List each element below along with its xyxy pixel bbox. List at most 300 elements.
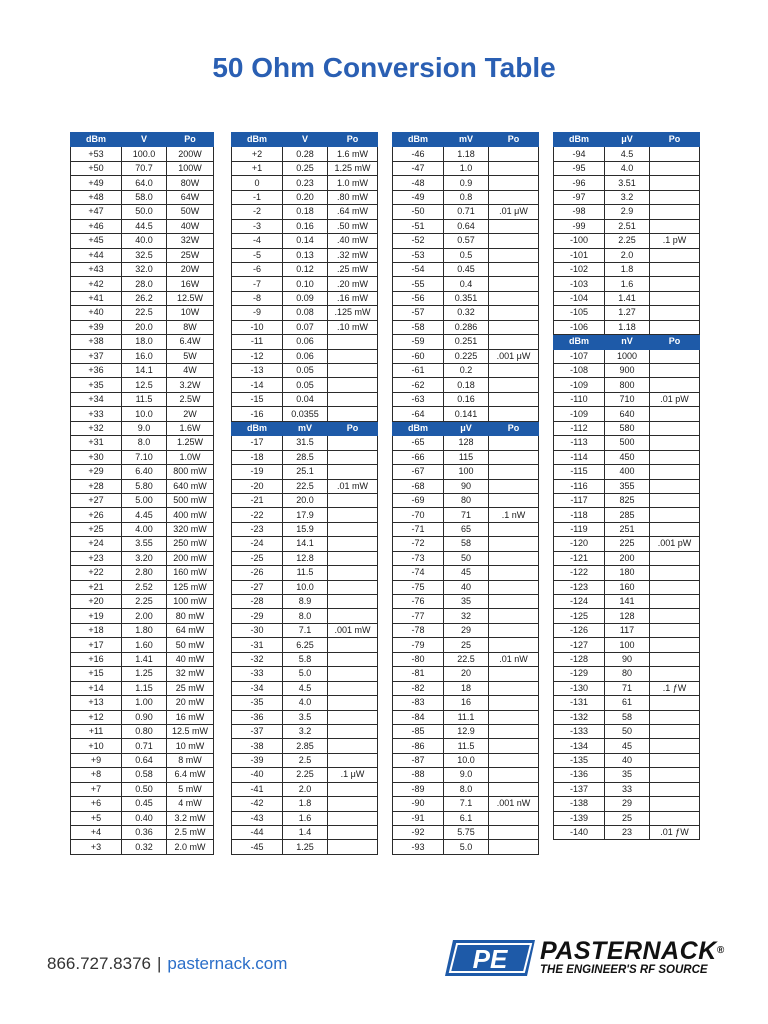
- table-cell: +24: [71, 537, 122, 551]
- table-cell: 0.12: [283, 262, 328, 276]
- table-cell: [489, 248, 539, 262]
- table-cell: -21: [232, 493, 283, 507]
- table-cell: 35: [605, 768, 650, 782]
- table-cell: +20: [71, 595, 122, 609]
- table-cell: -35: [232, 696, 283, 710]
- table-row: [71, 392, 214, 406]
- table-cell: [650, 580, 700, 594]
- table-row: [71, 248, 214, 262]
- table-row: [554, 551, 700, 565]
- table-cell: 1.0 mW: [328, 176, 378, 190]
- table-cell: 0.16: [444, 392, 489, 406]
- table-cell: 71: [605, 681, 650, 695]
- table-cell: [489, 782, 539, 796]
- table-cell: 22.5: [283, 479, 328, 493]
- table-cell: -34: [232, 681, 283, 695]
- table-cell: [489, 234, 539, 248]
- column-header: dBm: [71, 133, 122, 147]
- table-cell: 1.6W: [167, 421, 214, 435]
- footer-separator: |: [157, 954, 162, 973]
- table-row: [393, 161, 539, 175]
- pasternack-logo: [443, 938, 723, 978]
- table-cell: -95: [554, 161, 605, 175]
- table-cell: 225: [605, 537, 650, 551]
- table-cell: 2.00: [122, 609, 167, 623]
- table-cell: -96: [554, 176, 605, 190]
- table-cell: [328, 826, 378, 840]
- table-cell: 1.18: [444, 147, 489, 161]
- table-cell: [489, 392, 539, 406]
- table-cell: -126: [554, 623, 605, 637]
- table-cell: [489, 710, 539, 724]
- table-row: [393, 696, 539, 710]
- table-cell: 710: [605, 392, 650, 406]
- table-cell: .001 nW: [489, 797, 539, 811]
- table-cell: -121: [554, 551, 605, 565]
- table-cell: -113: [554, 436, 605, 450]
- table-cell: .125 mW: [328, 306, 378, 320]
- table-cell: [650, 739, 700, 753]
- table-cell: 2.5 mW: [167, 826, 214, 840]
- table-cell: -76: [393, 595, 444, 609]
- table-cell: -109: [554, 378, 605, 392]
- table-cell: 64 mW: [167, 623, 214, 637]
- table-cell: 0.80: [122, 724, 167, 738]
- table-cell: 11.1: [444, 710, 489, 724]
- table-cell: [650, 493, 700, 507]
- table-row: [554, 277, 700, 291]
- table-cell: 1.0W: [167, 450, 214, 464]
- table-cell: 25 mW: [167, 681, 214, 695]
- table-row: [232, 724, 378, 738]
- table-row: [393, 248, 539, 262]
- table-cell: 58.0: [122, 190, 167, 204]
- table-cell: 15.9: [283, 522, 328, 536]
- table-cell: -40: [232, 768, 283, 782]
- table-cell: +21: [71, 580, 122, 594]
- table-row: [71, 797, 214, 811]
- table-row: [71, 407, 214, 421]
- column-header: Po: [489, 133, 539, 147]
- table-cell: 5 mW: [167, 782, 214, 796]
- table-row: [71, 840, 214, 854]
- table-cell: 128: [444, 436, 489, 450]
- table-row: [554, 176, 700, 190]
- table-row: [232, 479, 378, 493]
- table-row: [393, 638, 539, 652]
- table-row: [71, 291, 214, 305]
- table-cell: -37: [232, 724, 283, 738]
- table-cell: 12.8: [283, 551, 328, 565]
- table-cell: -69: [393, 493, 444, 507]
- table-header-row: [393, 133, 539, 147]
- table-row: [232, 522, 378, 536]
- website-link[interactable]: pasternack.com: [167, 954, 288, 973]
- column-header: Po: [650, 335, 700, 349]
- pe-logo-mark-icon: [443, 938, 535, 978]
- table-row: [554, 392, 700, 406]
- table-cell: [650, 609, 700, 623]
- table-row: [554, 710, 700, 724]
- table-cell: 2.5W: [167, 392, 214, 406]
- table-cell: 32 mW: [167, 667, 214, 681]
- table-cell: +19: [71, 609, 122, 623]
- table-cell: -75: [393, 580, 444, 594]
- table-cell: [650, 768, 700, 782]
- table-cell: 640 mW: [167, 479, 214, 493]
- table-cell: -22: [232, 508, 283, 522]
- table-cell: 32W: [167, 234, 214, 248]
- table-row: [232, 176, 378, 190]
- table-cell: .01 ƒW: [650, 826, 700, 840]
- table-cell: [328, 652, 378, 666]
- table-row: [71, 782, 214, 796]
- table-cell: [650, 782, 700, 796]
- table-cell: +3: [71, 840, 122, 854]
- table-cell: [650, 811, 700, 825]
- table-cell: +30: [71, 450, 122, 464]
- table-cell: -50: [393, 205, 444, 219]
- column-header: mV: [283, 421, 328, 435]
- table-cell: 0.5: [444, 248, 489, 262]
- table-cell: 0.09: [283, 291, 328, 305]
- table-cell: -13: [232, 364, 283, 378]
- table-row: [554, 479, 700, 493]
- table-row: [554, 667, 700, 681]
- table-cell: 0.18: [444, 378, 489, 392]
- table-cell: 2.25: [605, 234, 650, 248]
- table-cell: 251: [605, 522, 650, 536]
- table-cell: -20: [232, 479, 283, 493]
- table-cell: +12: [71, 710, 122, 724]
- table-header-row: [393, 421, 539, 435]
- table-cell: +10: [71, 739, 122, 753]
- table-cell: 900: [605, 364, 650, 378]
- table-cell: -68: [393, 479, 444, 493]
- table-cell: 71: [444, 508, 489, 522]
- table-cell: +22: [71, 566, 122, 580]
- table-row: [232, 335, 378, 349]
- table-row: [554, 609, 700, 623]
- table-cell: [328, 696, 378, 710]
- table-cell: -8: [232, 291, 283, 305]
- table-cell: 3.2: [605, 190, 650, 204]
- table-cell: 35: [444, 595, 489, 609]
- table-cell: [328, 436, 378, 450]
- table-row: [554, 826, 700, 840]
- table-cell: 1.6 mW: [328, 147, 378, 161]
- table-cell: 0.64: [122, 753, 167, 767]
- table-cell: -65: [393, 436, 444, 450]
- table-row: [71, 450, 214, 464]
- table-cell: -114: [554, 450, 605, 464]
- table-cell: 44.5: [122, 219, 167, 233]
- table-row: [554, 753, 700, 767]
- table-cell: [650, 450, 700, 464]
- table-row: [71, 205, 214, 219]
- table-row: [554, 161, 700, 175]
- table-cell: -63: [393, 392, 444, 406]
- table-row: [232, 782, 378, 796]
- table-row: [554, 465, 700, 479]
- table-cell: -41: [232, 782, 283, 796]
- table-cell: 2.80: [122, 566, 167, 580]
- table-cell: 3.5: [283, 710, 328, 724]
- table-cell: +45: [71, 234, 122, 248]
- table-row: [554, 248, 700, 262]
- table-cell: 12.5W: [167, 291, 214, 305]
- table-row: [71, 696, 214, 710]
- table-cell: -31: [232, 638, 283, 652]
- table-cell: [328, 335, 378, 349]
- table-cell: 0.57: [444, 234, 489, 248]
- table-cell: 11.5: [122, 392, 167, 406]
- table-cell: [489, 277, 539, 291]
- table-cell: [650, 205, 700, 219]
- table-cell: -123: [554, 580, 605, 594]
- table-row: [232, 234, 378, 248]
- table-cell: 50: [444, 551, 489, 565]
- table-cell: 0.64: [444, 219, 489, 233]
- table-cell: [650, 724, 700, 738]
- table-row: [393, 205, 539, 219]
- table-cell: 40 mW: [167, 652, 214, 666]
- column-header: Po: [650, 133, 700, 147]
- table-cell: 2.0 mW: [167, 840, 214, 854]
- table-cell: 80 mW: [167, 609, 214, 623]
- table-cell: .01 μW: [489, 205, 539, 219]
- table-cell: 40: [605, 753, 650, 767]
- table-cell: -89: [393, 782, 444, 796]
- table-cell: -33: [232, 667, 283, 681]
- table-row: [393, 840, 539, 854]
- table-cell: -120: [554, 537, 605, 551]
- table-cell: 70.7: [122, 161, 167, 175]
- table-cell: [328, 378, 378, 392]
- column-header: Po: [328, 421, 378, 435]
- conversion-table-1: [70, 132, 214, 855]
- table-row: [554, 595, 700, 609]
- table-row: [393, 551, 539, 565]
- table-cell: -26: [232, 566, 283, 580]
- table-row: [554, 190, 700, 204]
- table-cell: -30: [232, 623, 283, 637]
- table-row: [232, 465, 378, 479]
- table-cell: -55: [393, 277, 444, 291]
- table-cell: 825: [605, 493, 650, 507]
- table-row: [554, 262, 700, 276]
- table-cell: [650, 522, 700, 536]
- table-cell: -38: [232, 739, 283, 753]
- table-cell: +18: [71, 623, 122, 637]
- table-row: [554, 768, 700, 782]
- table-cell: 1.8: [283, 797, 328, 811]
- table-row: [554, 638, 700, 652]
- table-cell: 80W: [167, 176, 214, 190]
- table-row: [232, 566, 378, 580]
- table-cell: -119: [554, 522, 605, 536]
- table-cell: 7.1: [283, 623, 328, 637]
- table-row: [71, 147, 214, 161]
- table-row: [393, 595, 539, 609]
- table-cell: -82: [393, 681, 444, 695]
- table-cell: [489, 768, 539, 782]
- table-cell: [489, 436, 539, 450]
- table-cell: [489, 147, 539, 161]
- table-row: [393, 493, 539, 507]
- table-cell: 3.2: [283, 724, 328, 738]
- table-cell: -19: [232, 465, 283, 479]
- table-cell: [328, 522, 378, 536]
- table-cell: -10: [232, 320, 283, 334]
- table-row: [554, 652, 700, 666]
- table-cell: [328, 349, 378, 363]
- table-cell: -58: [393, 320, 444, 334]
- table-cell: [650, 551, 700, 565]
- table-cell: 0.04: [283, 392, 328, 406]
- table-cell: .1 pW: [650, 234, 700, 248]
- table-cell: 5.00: [122, 493, 167, 507]
- table-cell: .001 mW: [328, 623, 378, 637]
- table-cell: [489, 262, 539, 276]
- table-cell: 1.8: [605, 262, 650, 276]
- table-cell: 200 mW: [167, 551, 214, 565]
- table-cell: +13: [71, 696, 122, 710]
- table-cell: 12.5: [122, 378, 167, 392]
- table-cell: 800 mW: [167, 465, 214, 479]
- table-cell: -80: [393, 652, 444, 666]
- table-cell: +42: [71, 277, 122, 291]
- table-cell: .001 μW: [489, 349, 539, 363]
- table-cell: [650, 407, 700, 421]
- table-cell: +35: [71, 378, 122, 392]
- table-cell: [489, 566, 539, 580]
- table-row: [393, 724, 539, 738]
- table-row: [71, 161, 214, 175]
- table-cell: 29: [444, 623, 489, 637]
- registered-mark: ®: [716, 945, 725, 956]
- table-row: [393, 580, 539, 594]
- table-cell: 0.06: [283, 349, 328, 363]
- table-cell: 9.0: [122, 421, 167, 435]
- table-cell: [489, 623, 539, 637]
- table-row: [232, 407, 378, 421]
- table-cell: 45: [605, 739, 650, 753]
- table-row: [232, 508, 378, 522]
- logo-mark-text: PE: [472, 944, 508, 974]
- table-cell: -56: [393, 291, 444, 305]
- table-cell: -5: [232, 248, 283, 262]
- table-cell: [489, 840, 539, 854]
- table-cell: 0.10: [283, 277, 328, 291]
- table-cell: -62: [393, 378, 444, 392]
- table-cell: 3.51: [605, 176, 650, 190]
- table-cell: -15: [232, 392, 283, 406]
- table-cell: -92: [393, 826, 444, 840]
- table-cell: -28: [232, 595, 283, 609]
- table-row: [554, 797, 700, 811]
- table-cell: [650, 248, 700, 262]
- table-row: [71, 335, 214, 349]
- column-header: dBm: [554, 335, 605, 349]
- table-cell: 160 mW: [167, 566, 214, 580]
- table-row: [232, 768, 378, 782]
- table-cell: 7.1: [444, 797, 489, 811]
- table-cell: +26: [71, 508, 122, 522]
- table-cell: 0.20: [283, 190, 328, 204]
- table-cell: 4W: [167, 364, 214, 378]
- table-cell: +34: [71, 392, 122, 406]
- table-cell: 0.90: [122, 710, 167, 724]
- table-row: [393, 652, 539, 666]
- table-cell: -134: [554, 739, 605, 753]
- table-row: [393, 537, 539, 551]
- table-cell: -52: [393, 234, 444, 248]
- table-row: [554, 450, 700, 464]
- table-row: [393, 450, 539, 464]
- column-header: dBm: [554, 133, 605, 147]
- table-cell: 5W: [167, 349, 214, 363]
- table-cell: 100.0: [122, 147, 167, 161]
- table-cell: [650, 595, 700, 609]
- table-cell: 32.5: [122, 248, 167, 262]
- table-cell: 2.51: [605, 219, 650, 233]
- table-cell: -24: [232, 537, 283, 551]
- table-cell: 8.9: [283, 595, 328, 609]
- table-cell: +37: [71, 349, 122, 363]
- table-cell: -129: [554, 667, 605, 681]
- table-cell: 4.0: [283, 696, 328, 710]
- table-cell: 0.28: [283, 147, 328, 161]
- table-row: [71, 190, 214, 204]
- table-cell: [328, 407, 378, 421]
- table-row: [554, 696, 700, 710]
- table-row: [71, 234, 214, 248]
- table-cell: 450: [605, 450, 650, 464]
- table-cell: -54: [393, 262, 444, 276]
- table-cell: 3.55: [122, 537, 167, 551]
- table-cell: [650, 667, 700, 681]
- table-cell: 28.5: [283, 450, 328, 464]
- table-cell: 20W: [167, 262, 214, 276]
- table-cell: -47: [393, 161, 444, 175]
- table-cell: 90: [444, 479, 489, 493]
- table-cell: -127: [554, 638, 605, 652]
- table-cell: -107: [554, 349, 605, 363]
- table-cell: [650, 479, 700, 493]
- table-cell: -44: [232, 826, 283, 840]
- table-cell: 0.07: [283, 320, 328, 334]
- table-cell: -109: [554, 407, 605, 421]
- table-row: [71, 479, 214, 493]
- table-cell: [489, 335, 539, 349]
- table-row: [554, 436, 700, 450]
- table-row: [393, 826, 539, 840]
- table-cell: [650, 652, 700, 666]
- table-row: [71, 537, 214, 551]
- table-cell: 115: [444, 450, 489, 464]
- table-cell: 0: [232, 176, 283, 190]
- table-cell: 2.52: [122, 580, 167, 594]
- table-cell: [328, 364, 378, 378]
- table-row: [71, 566, 214, 580]
- table-cell: [489, 537, 539, 551]
- table-header-row: [554, 335, 700, 349]
- table-row: [232, 580, 378, 594]
- table-cell: 2.85: [283, 739, 328, 753]
- table-cell: -122: [554, 566, 605, 580]
- table-cell: [489, 320, 539, 334]
